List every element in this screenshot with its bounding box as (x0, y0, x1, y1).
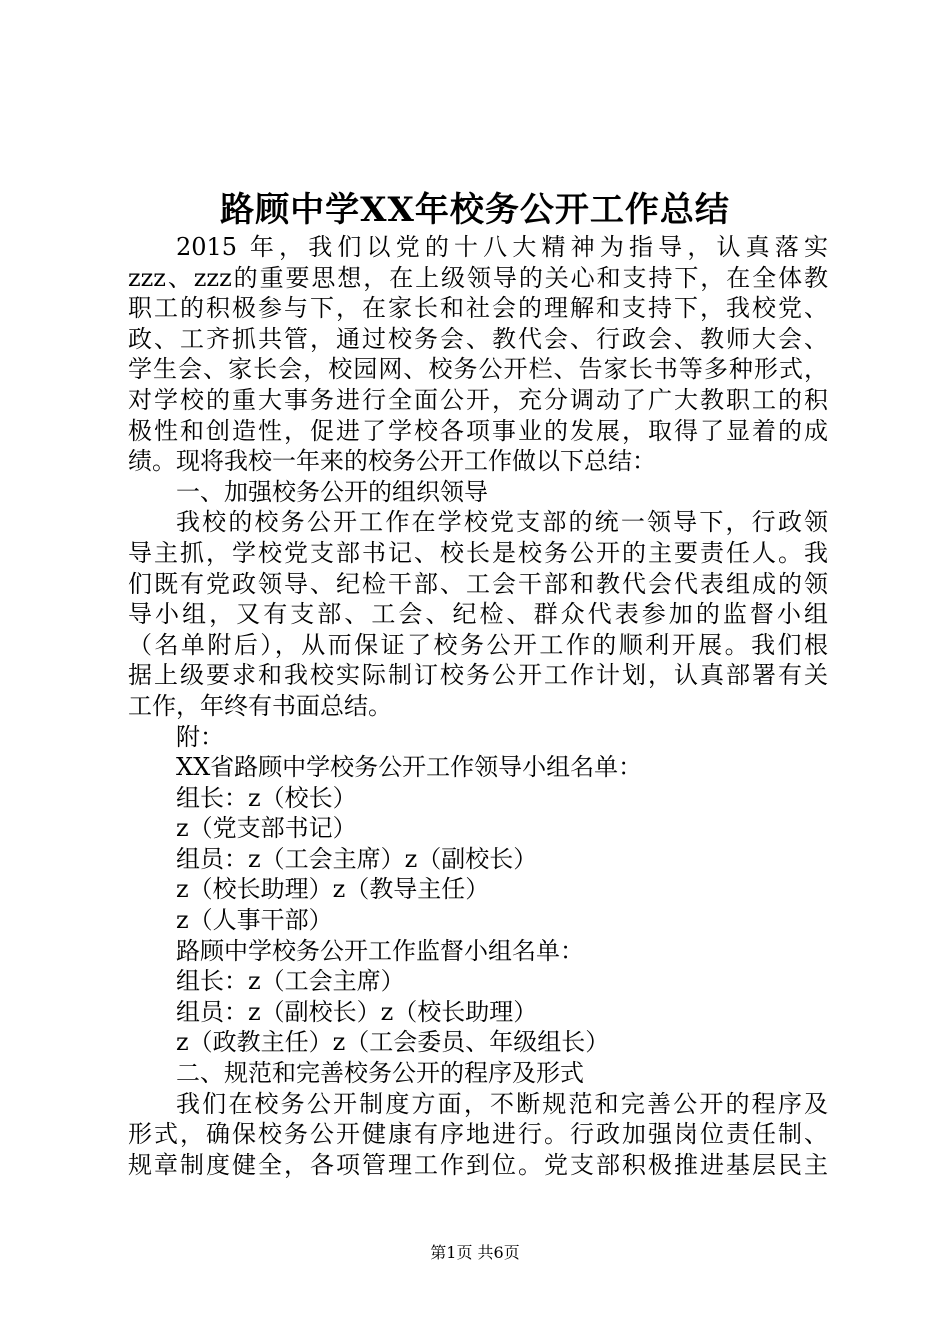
list-item: 组员：z（副校长）z（校长助理） (176, 997, 538, 1026)
list-item: z（校长助理）z（教导主任） (176, 875, 490, 904)
list-item: 组员：z（工会主席）z（副校长） (176, 844, 538, 873)
text-line: 学生会、家长会，校园网、校务公开栏、告家长书等多种形式， (128, 355, 828, 384)
text-line: 职工的积极参与下，在家长和社会的理解和支持下，我校党、 (128, 294, 828, 323)
text-line: 极性和创造性，促进了学校各项事业的发展，取得了显着的成 (128, 416, 828, 445)
document-title: 路顾中学XX年校务公开工作总结 (220, 190, 730, 230)
list-heading: 路顾中学校务公开工作监督小组名单： (176, 936, 584, 965)
document-body (128, 232, 828, 1180)
section-heading: 一、加强校务公开的组织领导 (176, 477, 488, 506)
text-line: 据上级要求和我校实际制订校务公开工作计划，认真部署有关 (128, 661, 828, 690)
text-line: 规章制度健全，各项管理工作到位。党支部积极推进基层民主 (128, 1150, 828, 1179)
list-item: z（人事干部） (176, 906, 333, 935)
text-line: 导主抓，学校党支部书记、校长是校务公开的主要责任人。我 (128, 538, 828, 567)
text-line: 我校的校务公开工作在学校党支部的统一领导下，行政领 (176, 508, 828, 537)
page-footer: 第1页 共6页 (430, 1243, 520, 1262)
list-heading: XX省路顾中学校务公开工作领导小组名单： (176, 753, 643, 782)
list-item: z（党支部书记） (176, 814, 357, 843)
text-line: 2015 年，我们以党的十八大精神为指导，认真落实 (176, 233, 828, 261)
text-line: 们既有党政领导、纪检干部、工会干部和教代会代表组成的领 (128, 569, 828, 598)
text-line: （名单附后），从而保证了校务公开工作的顺利开展。我们根 (128, 630, 828, 659)
list-item: 组长：z（工会主席） (176, 967, 405, 996)
text-line: 绩。现将我校一年来的校务公开工作做以下总结： (128, 447, 656, 476)
text-line: 附： (176, 722, 224, 751)
text-line: 导小组，又有支部、工会、纪检、群众代表参加的监督小组 (128, 600, 828, 629)
text-line: 工作，年终有书面总结。 (128, 691, 392, 720)
list-item: z（政教主任）z（工会委员、年级组长） (176, 1028, 610, 1057)
text-line: zzz、zzz的重要思想，在上级领导的关心和支持下，在全体教 (128, 263, 828, 292)
section-heading: 二、规范和完善校务公开的程序及形式 (176, 1059, 584, 1088)
text-line: 形式，确保校务公开健康有序地进行。行政加强岗位责任制、 (128, 1120, 828, 1149)
list-item: 组长：z（校长） (176, 783, 357, 812)
text-line: 政、工齐抓共管，通过校务会、教代会、行政会、教师大会、 (128, 324, 828, 353)
text-line: 对学校的重大事务进行全面公开，充分调动了广大教职工的积 (128, 385, 828, 414)
text-line: 我们在校务公开制度方面，不断规范和完善公开的程序及 (176, 1089, 828, 1118)
